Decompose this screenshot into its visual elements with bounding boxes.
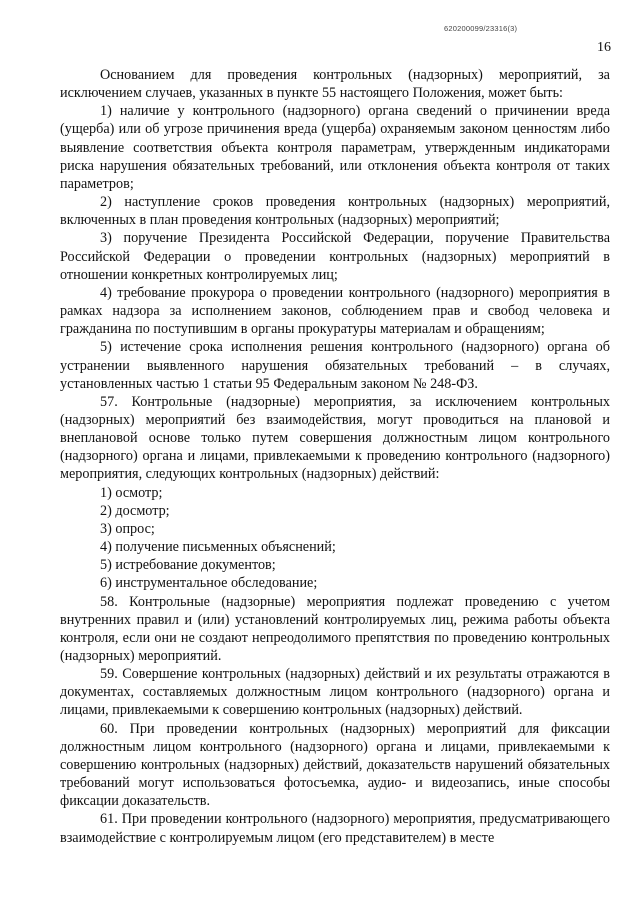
page-number: 16 xyxy=(597,40,611,55)
paragraph-60: 60. При проведении контрольных (надзорных) мероприятий для фиксации должностным лицом контрольного (надзорного) органа и лицами, привлекаемыми к совершению контрольных (надзорных) действий, доказательств нарушений обязательных требований могут использоваться фотосъемка, аудио- и видеозапись, иные способы фиксации доказательств. xyxy=(60,720,610,810)
list-item-survey: 3) опрос; xyxy=(100,520,155,537)
document-code: 620200099/23316(3) xyxy=(444,24,518,33)
paragraph-61: 61. При проведении контрольного (надзорного) мероприятия, предусматривающего взаимодействие с контролируемым лицом (его представителем) в месте xyxy=(60,811,610,846)
paragraph-basis-3: 3) поручение Президента Российской Федерации, поручение Правительства Российской Федерации о проведении контрольных (надзорных) мероприятий в отношении конкретных контролируемых лиц; xyxy=(60,230,610,283)
paragraph-57: 57. Контрольные (надзорные) мероприятия, за исключением контрольных (надзорных) мероприятий без взаимодействия, могут проводиться на плановой и внеплановой основе только путем совершения должностным лицом контрольного (надзорного) органа и лицами, привлекаемыми к проведению контрольного (надзорного) мероприятия, следующих контрольных (надзорных) действий: xyxy=(60,393,610,483)
paragraph-basis-2: 2) наступление сроков проведения контрольных (надзорных) мероприятий, включенных в план проведения контрольных (надзорных) мероприятий; xyxy=(60,194,610,229)
paragraph-basis-5: 5) истечение срока исполнения решения контрольного (надзорного) органа об устранении выявленного нарушения обязательных требований – в случаях, установленных частью 1 статьи 95 Федеральным законом № 248-ФЗ. xyxy=(60,339,610,392)
paragraph-58: 58. Контрольные (надзорные) мероприятия подлежат проведению с учетом внутренних правил и (или) установлений контролируемых лиц, режима работы объекта контроля, если они не создают непреодолимого препятствия по проведению контрольных (надзорных) мероприятий. xyxy=(60,593,610,664)
document-body xyxy=(60,66,610,847)
list-item-document-request: 5) истребование документов; xyxy=(100,557,276,574)
paragraph-59: 59. Совершение контрольных (надзорных) действий и их результаты отражаются в документах, составляемых должностным лицом контрольного (надзорного) органа и лицами, привлекаемыми к совершению контрольных (надзорных) действий. xyxy=(60,666,610,719)
paragraph-basis-intro: Основанием для проведения контрольных (надзорных) мероприятий, за исключением случаев, указанных в пункте 55 настоящего Положения, может быть: xyxy=(60,67,610,102)
paragraph-basis-4: 4) требование прокурора о проведении контрольного (надзорного) мероприятия в рамках надзора за исполнением законов, соблюдением прав и свобод человека и гражданина по поступившим в органы прокуратуры материалам и обращениям; xyxy=(60,284,610,338)
list-item-inspection: 1) осмотр; xyxy=(100,484,163,501)
list-item-instrumental-examination: 6) инструментальное обследование; xyxy=(100,575,318,592)
list-item-search: 2) досмотр; xyxy=(100,502,170,519)
paragraph-basis-1: 1) наличие у контрольного (надзорного) органа сведений о причинении вреда (ущерба) или об угрозе причинения вреда (ущерба) охраняемым законом ценностям либо выявление соответствия объекта контроля параметрам, утвержденным индикаторами риска нарушения обязательных требований, или отклонения объекта контроля от таких параметров; xyxy=(60,103,610,192)
list-item-written-explanations: 4) получение письменных объяснений; xyxy=(100,539,336,556)
